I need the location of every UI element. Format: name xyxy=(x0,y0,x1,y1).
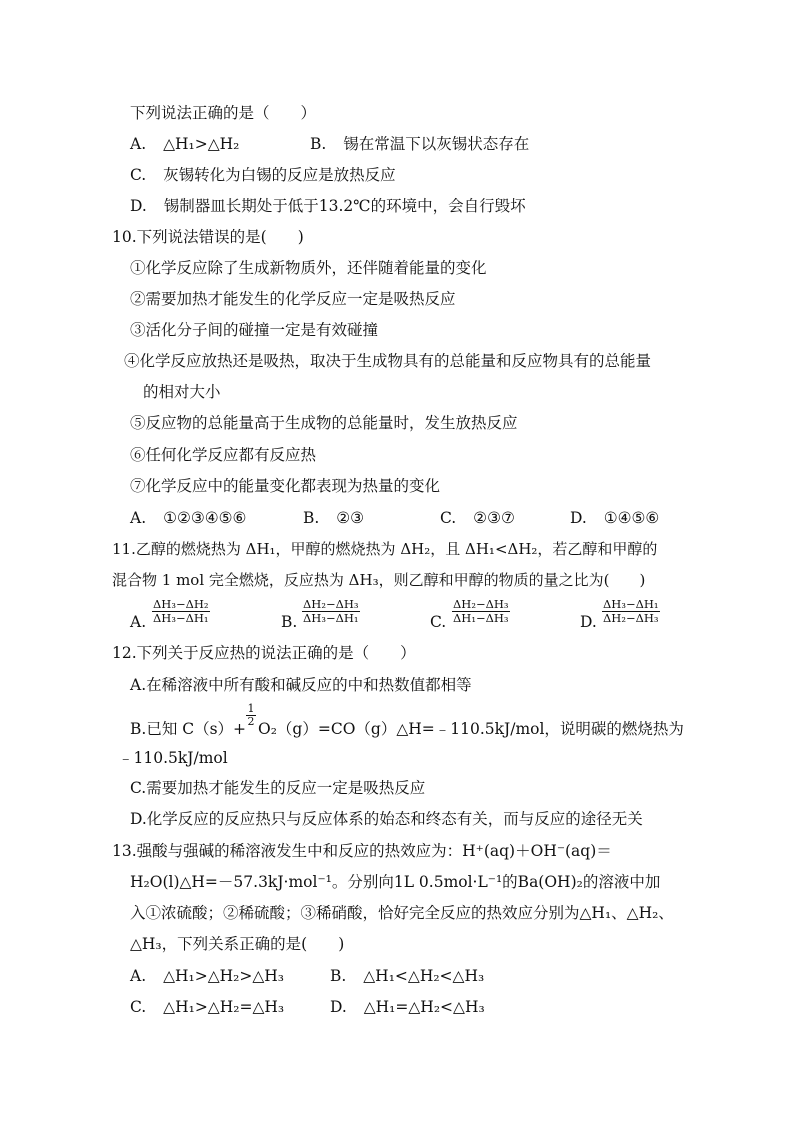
q9-option-a-label: A. xyxy=(130,135,147,153)
q11-option-d-fraction xyxy=(602,598,660,625)
q12-option-b-cont: ﹣110.5kJ/mol xyxy=(118,749,228,767)
q13-option-b-label: B. xyxy=(330,967,347,985)
q13-option-b-text: △H₁<△H₂<△H₃ xyxy=(363,967,485,985)
q9-stem: 下列说法正确的是（ ） xyxy=(130,104,317,122)
q11-option-b-label: B. xyxy=(281,613,298,631)
q9-option-b-label: B. xyxy=(310,135,327,153)
q13-option-a xyxy=(130,966,284,986)
q11-option-c-numerator: ΔH₂−ΔH₃ xyxy=(453,597,509,611)
q11-stem-line-1: 11.乙醇的燃烧热为 ΔH₁，甲醇的燃烧热为 ΔH₂，且 ΔH₁<ΔH₂，若乙醇和甲醇的 xyxy=(112,540,658,558)
q13-option-c-text: △H₁>△H₂=△H₃ xyxy=(163,998,285,1016)
q13-stem-line-1: 13.强酸与强碱的稀溶液发生中和反应的热效应为：H⁺(aq)＋OH⁻(aq)＝ xyxy=(112,842,612,860)
q13-option-d xyxy=(330,997,485,1017)
q10-item-4: ④化学反应放热还是吸热，取决于生成物具有的总能量和反应物具有的总能量 xyxy=(124,352,652,370)
q11-option-d-denominator: ΔH₂−ΔH₃ xyxy=(603,611,659,625)
q11-option-b-fraction xyxy=(302,598,360,625)
q11-option-c-label: C. xyxy=(430,613,447,631)
q12-stem: 12.下列关于反应热的说法正确的是（ ） xyxy=(112,644,416,662)
q10-option-a-text: ①②③④⑤⑥ xyxy=(163,509,247,527)
q10-item-4-cont: 的相对大小 xyxy=(143,383,221,401)
q12-option-c: C.需要加热才能发生的反应一定是吸热反应 xyxy=(130,779,426,797)
q10-option-d-label: D. xyxy=(570,509,587,527)
q10-option-a xyxy=(130,508,246,528)
q13-stem-line-2: H₂O(l)△H=－57.3kJ·mol⁻¹。分别向1L 0.5mol·L⁻¹的Ba(OH)₂的溶液中加 xyxy=(130,873,661,891)
q10-item-1: ①化学反应除了生成新物质外，还伴随着能量的变化 xyxy=(130,259,487,277)
q13-stem-line-3: 入①浓硫酸；②稀硫酸；③稀硝酸，恰好完全反应的热效应分别为△H₁、△H₂、 xyxy=(130,904,674,922)
q12-option-d: D.化学反应的反应热只与反应体系的始态和终态有关，而与反应的途径无关 xyxy=(130,810,643,828)
q11-option-d-numerator: ΔH₃−ΔH₁ xyxy=(603,597,659,611)
q13-option-c-label: C. xyxy=(130,998,147,1016)
q13-option-a-text: △H₁>△H₂>△H₃ xyxy=(163,967,284,985)
q9-option-c-text: 灰锡转化为白锡的反应是放热反应 xyxy=(163,166,396,184)
q9-option-b xyxy=(310,134,529,154)
q9-option-c xyxy=(130,165,396,185)
q12-option-b-post: O₂（g）=CO（g）△H=﹣110.5kJ/mol，说明碳的燃烧热为 xyxy=(258,720,684,738)
q10-option-d xyxy=(570,508,659,528)
q9-option-d-label: D. xyxy=(130,197,147,215)
q11-option-b-numerator: ΔH₂−ΔH₃ xyxy=(303,597,359,611)
q13-option-c xyxy=(130,997,284,1017)
q12-option-b-half-numerator: 1 xyxy=(247,702,255,715)
q13-option-d-label: D. xyxy=(330,998,347,1016)
q11-option-a-fraction xyxy=(152,598,210,625)
q11-option-c-denominator: ΔH₁−ΔH₃ xyxy=(453,611,509,625)
q10-option-a-label: A. xyxy=(130,509,147,527)
q13-stem-line-4: △H₃，下列关系正确的是( ) xyxy=(130,935,345,953)
q10-item-5: ⑤反应物的总能量高于生成物的总能量时，发生放热反应 xyxy=(130,414,518,432)
q10-option-d-text: ①④⑤⑥ xyxy=(603,509,660,527)
q10-option-c xyxy=(440,508,515,528)
q10-item-3: ③活化分子间的碰撞一定是有效碰撞 xyxy=(130,321,379,339)
q12-option-b-pre: B.已知 C（s）+ xyxy=(130,720,247,738)
q13-option-a-label: A. xyxy=(130,967,147,985)
q10-stem: 10.下列说法错误的是( ) xyxy=(112,228,304,246)
q11-option-a-label: A. xyxy=(130,613,147,631)
q11-option-c-fraction xyxy=(452,598,510,625)
q13-option-b xyxy=(330,966,484,986)
q9-option-b-text: 锡在常温下以灰锡状态存在 xyxy=(343,135,530,153)
q10-option-b-label: B. xyxy=(303,509,320,527)
q13-option-d-text: △H₁=△H₂<△H₃ xyxy=(363,998,485,1016)
q10-item-6: ⑥任何化学反应都有反应热 xyxy=(130,446,317,464)
q9-option-a xyxy=(130,134,239,154)
q11-option-b-denominator: ΔH₃−ΔH₁ xyxy=(303,611,359,625)
q10-option-c-label: C. xyxy=(440,509,457,527)
q10-item-2: ②需要加热才能发生的化学反应一定是吸热反应 xyxy=(130,290,456,308)
q11-option-d-label: D. xyxy=(580,613,597,631)
q9-option-d xyxy=(130,196,526,216)
q10-option-c-text: ②③⑦ xyxy=(473,509,515,527)
q10-option-b xyxy=(303,508,364,528)
q9-option-c-label: C. xyxy=(130,166,147,184)
q10-item-7: ⑦化学反应中的能量变化都表现为热量的变化 xyxy=(130,477,441,495)
q12-option-b-half-fraction xyxy=(246,703,256,728)
q11-stem-line-2: 混合物 1 mol 完全燃烧，反应热为 ΔH₃，则乙醇和甲醇的物质的量之比为( ) xyxy=(112,571,646,589)
q11-option-a-numerator: ΔH₃−ΔH₂ xyxy=(153,597,209,611)
q10-option-b-text: ②③ xyxy=(336,509,365,527)
q11-option-a-denominator: ΔH₃−ΔH₁ xyxy=(153,611,209,625)
q9-option-a-text: △H₁>△H₂ xyxy=(163,135,240,153)
q9-option-d-text: 锡制器皿长期处于低于13.2℃的环境中，会自行毁坏 xyxy=(163,197,526,215)
q12-option-b-half-denominator: 2 xyxy=(247,715,255,728)
q12-option-a: A.在稀溶液中所有酸和碱反应的中和热数值都相等 xyxy=(130,676,472,694)
